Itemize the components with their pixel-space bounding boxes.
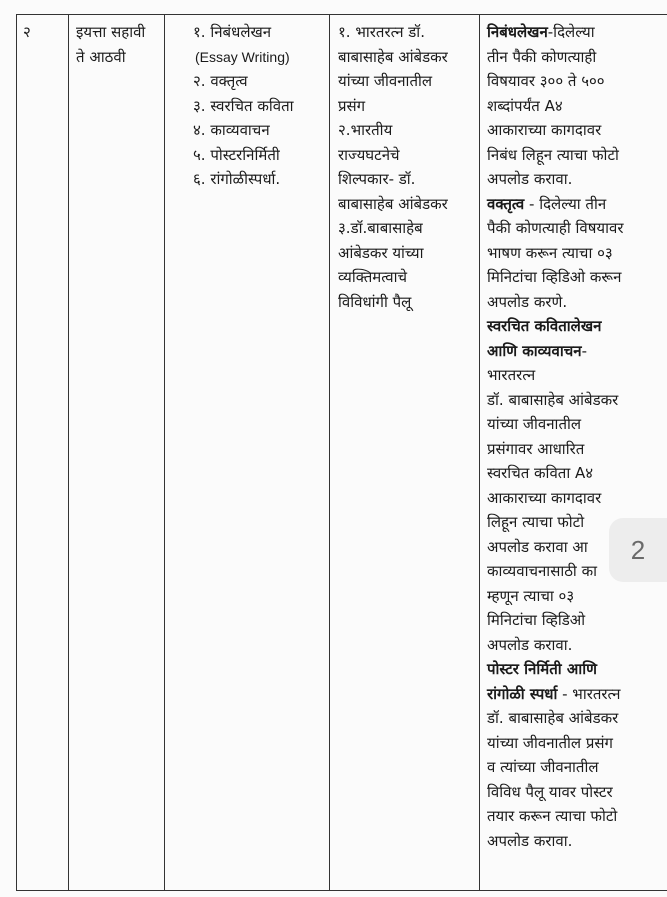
poster-instruction-line: विविध पैलू यावर पोस्टर bbox=[487, 782, 613, 801]
poem-instruction-line: लिहून त्याचा फोटो bbox=[487, 513, 585, 531]
essay-instruction-line: तीन पैकी कोणत्याही bbox=[487, 47, 597, 66]
poster-instruction-line: व त्यांच्या जीवनातील bbox=[487, 758, 599, 776]
class-line: ते आठवी bbox=[76, 47, 126, 66]
topic-line: आंबेडकर यांच्या bbox=[338, 243, 424, 262]
speech-instruction-line: वक्तृत्व - दिलेल्या तीन bbox=[487, 194, 607, 213]
activity-item: २. वक्तृत्व bbox=[193, 72, 248, 90]
poster-heading: पोस्टर निर्मिती आणि bbox=[487, 660, 597, 678]
poem-instruction-line: आणि काव्यवाचन- bbox=[487, 341, 588, 360]
poster-heading-cont: रांगोळी स्पर्धा bbox=[487, 684, 558, 703]
activity-item: (Essay Writing) bbox=[195, 48, 290, 65]
poem-instruction-line: प्रसंगावर आधारित bbox=[487, 439, 585, 458]
topic-line: बाबासाहेब आंबेडकर bbox=[338, 47, 448, 66]
instructions-cell bbox=[480, 15, 667, 891]
activity-item: १. निबंधलेखन bbox=[193, 23, 272, 41]
speech-heading: वक्तृत्व bbox=[487, 194, 525, 213]
topic-line: शिल्पकार- डॉ. bbox=[338, 170, 416, 188]
activities-cell bbox=[165, 15, 330, 891]
poster-instruction-line: अपलोड करावा. bbox=[487, 831, 573, 850]
essay-instruction-line: अपलोड करावा. bbox=[487, 170, 573, 188]
poem-instruction-line: मिनिटांचा व्हिडिओ bbox=[487, 611, 586, 629]
essay-heading: निबंधलेखन bbox=[487, 23, 548, 41]
poster-instruction-line: डॉ. बाबासाहेब आंबेडकर bbox=[487, 709, 619, 727]
essay-instruction-line: निबंध लिहून त्याचा फोटो bbox=[487, 145, 619, 164]
topic-line: प्रसंग bbox=[338, 96, 366, 115]
poem-instruction-line: स्वरचित कविता A४ bbox=[487, 464, 594, 482]
poem-instruction-line: डॉ. बाबासाहेब आंबेडकर bbox=[487, 390, 619, 409]
serial-number: २ bbox=[23, 23, 31, 41]
essay-instruction-line: निबंधलेखन-दिलेल्या bbox=[487, 23, 595, 41]
poem-instruction-line: अपलोड करावा आ bbox=[487, 537, 588, 556]
topic-line: व्यक्तिमत्वाचे bbox=[338, 268, 408, 286]
essay-instruction-line: विषयावर ३०० ते ५०० bbox=[487, 72, 605, 90]
poem-instruction-line: भारतरत्न bbox=[487, 366, 536, 384]
topic-line: ३.डॉ.बाबासाहेब bbox=[338, 219, 423, 237]
poem-heading: स्वरचित कवितालेखन bbox=[487, 317, 602, 335]
topic-line: विविधांगी पैलू bbox=[338, 292, 412, 311]
poster-instruction-line: यांच्या जीवनातील प्रसंग bbox=[487, 733, 613, 752]
poster-instruction-line: तयार करून त्याचा फोटो bbox=[487, 807, 618, 825]
class-line: इयत्ता सहावी bbox=[76, 23, 146, 41]
page-number-badge[interactable] bbox=[609, 518, 667, 582]
poem-instruction-line: आकाराच्या कागदावर bbox=[487, 488, 602, 507]
topic-line: यांच्या जीवनातील bbox=[338, 72, 433, 90]
activity-item: ३. स्वरचित कविता bbox=[193, 96, 294, 115]
poem-instruction-line: यांच्या जीवनातील bbox=[487, 415, 582, 433]
page-number: 2 bbox=[630, 534, 646, 565]
activity-item: ६. रांगोळीस्पर्धा. bbox=[193, 170, 281, 188]
poem-instruction-line: म्हणून त्याचा ०३ bbox=[487, 586, 575, 605]
topic-line: राज्यघटनेचे bbox=[338, 145, 400, 164]
competition-table bbox=[16, 14, 667, 891]
activity-item: ४. काव्यवाचन bbox=[193, 121, 270, 139]
essay-instruction-line: शब्दांपर्यंत A४ bbox=[487, 96, 563, 115]
speech-instruction-line: भाषण करून त्याचा ०३ bbox=[487, 243, 613, 262]
topics-cell bbox=[330, 15, 480, 891]
essay-instruction-line: आकाराच्या कागदावर bbox=[487, 121, 602, 139]
poem-heading-cont: आणि काव्यवाचन bbox=[487, 341, 582, 360]
serial-cell bbox=[17, 15, 69, 891]
speech-instruction-line: पैकी कोणत्याही विषयावर bbox=[487, 219, 624, 237]
topic-line: २.भारतीय bbox=[338, 121, 393, 139]
poem-instruction-line: अपलोड करावा. bbox=[487, 635, 573, 654]
class-cell bbox=[69, 15, 165, 891]
poster-instruction-line: रांगोळी स्पर्धा - भारतरत्न bbox=[487, 684, 621, 703]
speech-instruction-line: अपलोड करणे. bbox=[487, 292, 568, 311]
topic-line: १. भारतरत्न डॉ. bbox=[338, 23, 425, 41]
activity-item: ५. पोस्टरनिर्मिती bbox=[193, 145, 280, 164]
speech-instruction-line: मिनिटांचा व्हिडिओ करून bbox=[487, 268, 622, 286]
table-row bbox=[17, 15, 667, 891]
poem-instruction-line: काव्यवाचनासाठी का bbox=[487, 562, 597, 580]
topic-line: बाबासाहेब आंबेडकर bbox=[338, 194, 448, 213]
